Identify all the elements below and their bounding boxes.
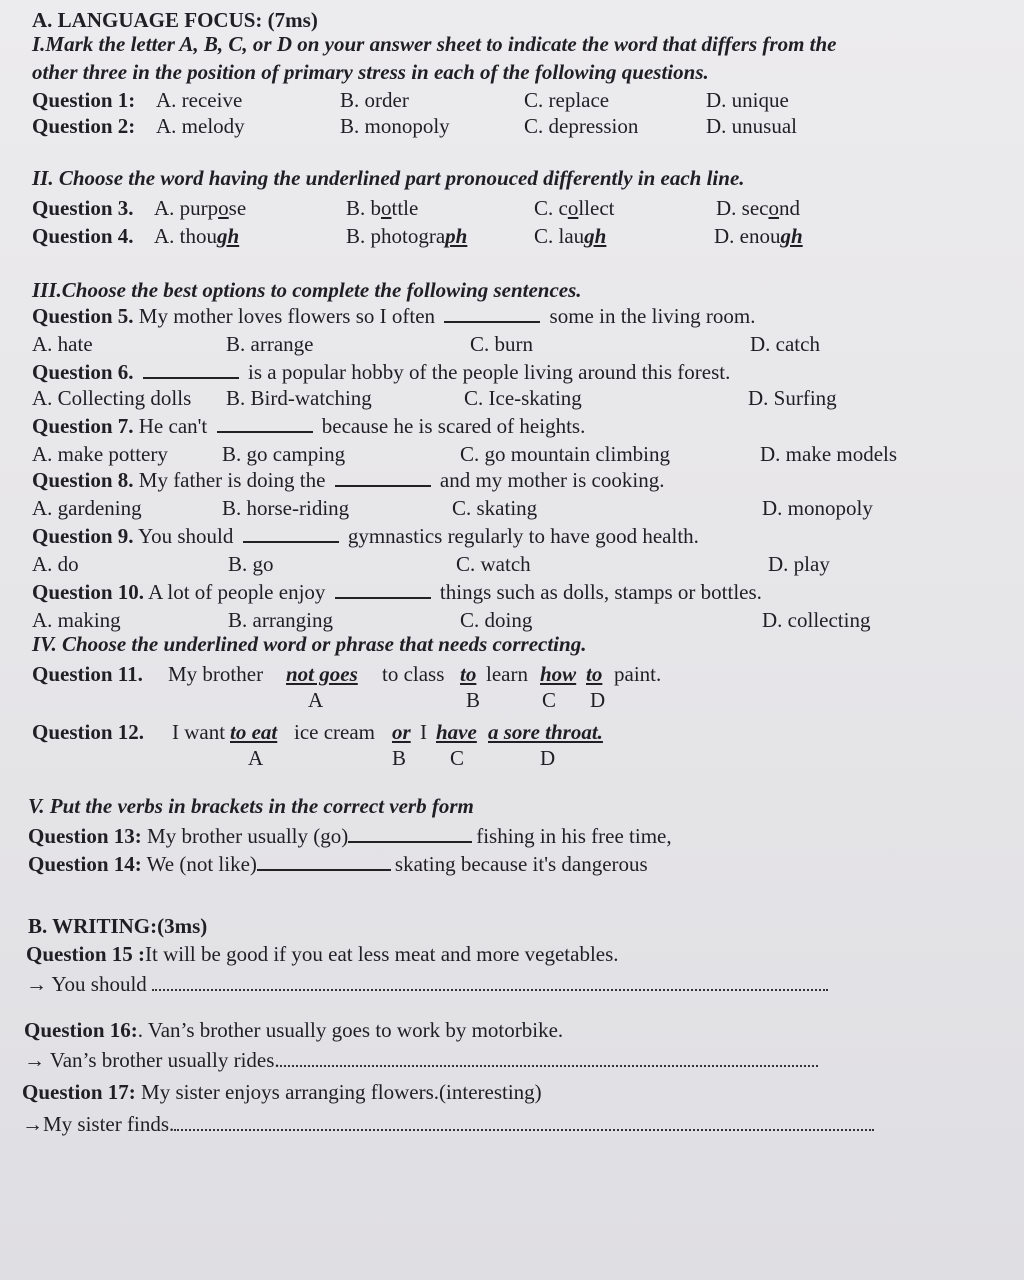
option-d: D. unique [706,88,789,112]
option-c: C. watch [456,552,531,576]
question-4 [32,222,992,250]
option-a [154,194,246,222]
option-text: B. b [346,196,382,220]
option-c: C. replace [524,88,610,112]
option-b: B. go camping [222,442,346,466]
question-7 [32,412,992,440]
letter-a: A [248,746,264,770]
question-label: Question 10. [32,580,145,604]
underlined-part: o [567,196,579,220]
option-text: nd [778,196,800,220]
question-text: because he is scared of heights. [321,414,586,438]
option-text: D. enou [714,224,781,248]
letter-d: D [590,688,606,712]
question-11 [32,660,992,688]
underlined-phrase-b[interactable]: or [392,720,411,744]
answer-prompt: → Van’s brother usually rides. [24,1048,280,1072]
question-text: skating because it's dangerous [394,852,648,876]
question-label: Question 15 : [26,942,146,966]
option-a: A. melody [156,114,245,138]
question-label: Question 11. [32,662,143,686]
option-b: B. monopoly [340,114,450,138]
option-text: C. lau [534,224,585,248]
option-c [534,194,614,222]
underlined-phrase-b[interactable]: to [460,662,477,686]
question-label: Question 14: [28,852,142,876]
answer-prompt: → You should [26,972,153,996]
option-d: D. catch [750,332,820,356]
question-text: I [420,720,427,744]
option-c: C. doing [460,608,533,632]
question-text: . Van’s brother usually goes to work by motorbike. [137,1018,564,1042]
question-label: Question 6. [32,360,134,384]
option-d [716,194,800,222]
question-text: ice cream [294,720,376,744]
question-text: My brother [168,662,264,686]
option-d: D. unusual [706,114,797,138]
answer-blank[interactable] [335,579,431,599]
option-text: ttle [391,196,419,220]
part4-instruction: IV. Choose the underlined word or phrase that needs correcting. [32,632,587,656]
underlined-phrase-d[interactable]: to [586,662,603,686]
option-c: C. go mountain climbing [460,442,670,466]
question-12 [32,718,992,746]
question-text: to class [382,662,445,686]
question-label: Question 16: [24,1018,138,1042]
question-text: gymnastics regularly to have good health. [347,524,699,548]
question-5-options [32,330,992,358]
underlined-part: gh [584,224,607,248]
question-label: Question 4. [32,224,134,248]
question-9-options [32,550,992,578]
option-text: llect [578,196,615,220]
question-8 [32,466,992,494]
option-d: D. Surfing [748,386,837,410]
question-text: It will be good if you eat less meat and more vegetables. [145,942,619,966]
question-text: We (not like) [146,852,257,876]
underlined-part: ph [445,224,468,248]
option-a: A. make pottery [32,442,168,466]
option-b: B. go [228,552,274,576]
question-11-letters [32,686,992,714]
underlined-phrase-a[interactable]: to eat [230,720,278,744]
option-d: D. play [768,552,830,576]
answer-blank[interactable] [335,467,431,487]
option-b: B. arrange [226,332,314,356]
option-text: se [228,196,247,220]
option-c: C. Ice-skating [464,386,582,410]
question-6-options [32,384,992,412]
letter-b: B [392,746,407,770]
question-text: You should [138,524,234,548]
answer-line[interactable] [174,1113,874,1131]
answer-line[interactable] [152,973,828,991]
question-3 [32,194,992,222]
letter-c: C [450,746,465,770]
question-text: and my mother is cooking. [439,468,665,492]
answer-blank[interactable] [217,413,313,433]
underlined-part: gh [780,224,803,248]
option-a: A. do [32,552,79,576]
option-a: A. gardening [32,496,142,520]
question-text: paint. [614,662,662,686]
question-label: Question 17: [22,1080,136,1104]
question-13 [28,822,988,850]
option-d: D. make models [760,442,898,466]
option-text: D. sec [716,196,769,220]
question-text: My father is doing the [138,468,326,492]
underlined-phrase-c[interactable]: how [540,662,577,686]
question-text: is a popular hobby of the people living around this forest. [248,360,731,384]
letter-a: A [308,688,324,712]
question-2 [32,112,992,140]
question-label: Question 2: [32,114,136,138]
part3-instruction: III.Choose the best options to complete the following sentences. [32,278,582,302]
question-text: I want [172,720,226,744]
underlined-phrase-a[interactable]: not goes [286,662,358,686]
question-9 [32,522,992,550]
question-label: Question 3. [32,196,134,220]
question-14 [28,850,988,878]
part1-instruction-line2: other three in the position of primary stress in each of the following questions. [32,60,709,84]
question-8-options [32,494,992,522]
question-5 [32,302,992,330]
underlined-part: o [218,196,229,220]
question-7-options [32,440,992,468]
question-16 [24,1016,984,1044]
question-label: Question 8. [32,468,134,492]
letter-b: B [466,688,481,712]
question-16-answer [24,1046,984,1074]
question-text: things such as dolls, stamps or bottles. [439,580,762,604]
answer-blank[interactable] [444,303,540,323]
option-d: D. collecting [762,608,871,632]
letter-c: C [542,688,557,712]
option-c: C. burn [470,332,533,356]
option-b: B. order [340,88,409,112]
answer-line[interactable] [280,1049,818,1067]
option-a [154,222,239,250]
option-a: A. receive [156,88,243,112]
section-a-title: A. LANGUAGE FOCUS: (7ms) [32,8,318,32]
option-text: B. photogra [346,224,446,248]
part1-instruction-line1: I.Mark the letter A, B, C, or D on your answer sheet to indicate the word that differs from the [32,32,837,56]
letter-d: D [540,746,556,770]
option-b: B. arranging [228,608,333,632]
question-15-answer [26,970,986,998]
option-a: A. making [32,608,121,632]
question-10 [32,578,992,606]
answer-blank[interactable] [243,523,339,543]
question-label: Question 5. [32,304,134,328]
answer-blank[interactable] [143,359,239,379]
question-text: He can't [138,414,208,438]
underlined-phrase-d[interactable]: a sore throat. [488,720,603,744]
part5-instruction: V. Put the verbs in brackets in the correct verb form [28,794,474,818]
question-text: learn [486,662,528,686]
question-text: My mother loves flowers so I often [138,304,436,328]
option-text: A. purp [154,196,219,220]
underlined-part: o [768,196,779,220]
option-text: C. c [534,196,568,220]
option-b: B. horse-riding [222,496,350,520]
underlined-part: gh [217,224,240,248]
question-15 [26,940,986,968]
part2-instruction: II. Choose the word having the underlined part pronouced differently in each line. [32,166,745,190]
underlined-part: o [381,196,392,220]
question-6 [32,358,992,386]
underlined-phrase-c[interactable]: have [436,720,477,744]
question-label: Question 12. [32,720,145,744]
question-text: fishing in his free time, [476,824,672,848]
question-label: Question 1: [32,88,136,112]
option-a: A. Collecting dolls [32,386,192,410]
question-17-answer [22,1110,982,1138]
option-c: C. skating [452,496,538,520]
question-label: Question 7. [32,414,134,438]
question-label: Question 9. [32,524,134,548]
question-17 [22,1078,982,1106]
answer-blank[interactable] [348,823,472,843]
question-text: A lot of people enjoy [148,580,326,604]
question-12-letters [32,744,992,772]
option-c: C. depression [524,114,639,138]
question-text: My sister enjoys arranging flowers.(interesting) [135,1080,542,1104]
section-b-title: B. WRITING:(3ms) [28,914,208,938]
option-c [534,222,606,250]
answer-prompt: →My sister finds. [22,1112,175,1136]
question-1 [32,86,992,114]
question-text: My brother usually (go) [147,824,349,848]
option-a: A. hate [32,332,93,356]
option-text: A. thou [154,224,217,248]
option-b [346,194,418,222]
option-d: D. monopoly [762,496,873,520]
option-d [714,222,803,250]
option-b [346,222,467,250]
question-label: Question 13: [28,824,142,848]
question-text: some in the living room. [549,304,756,328]
answer-blank[interactable] [257,851,391,871]
option-b: B. Bird-watching [226,386,372,410]
